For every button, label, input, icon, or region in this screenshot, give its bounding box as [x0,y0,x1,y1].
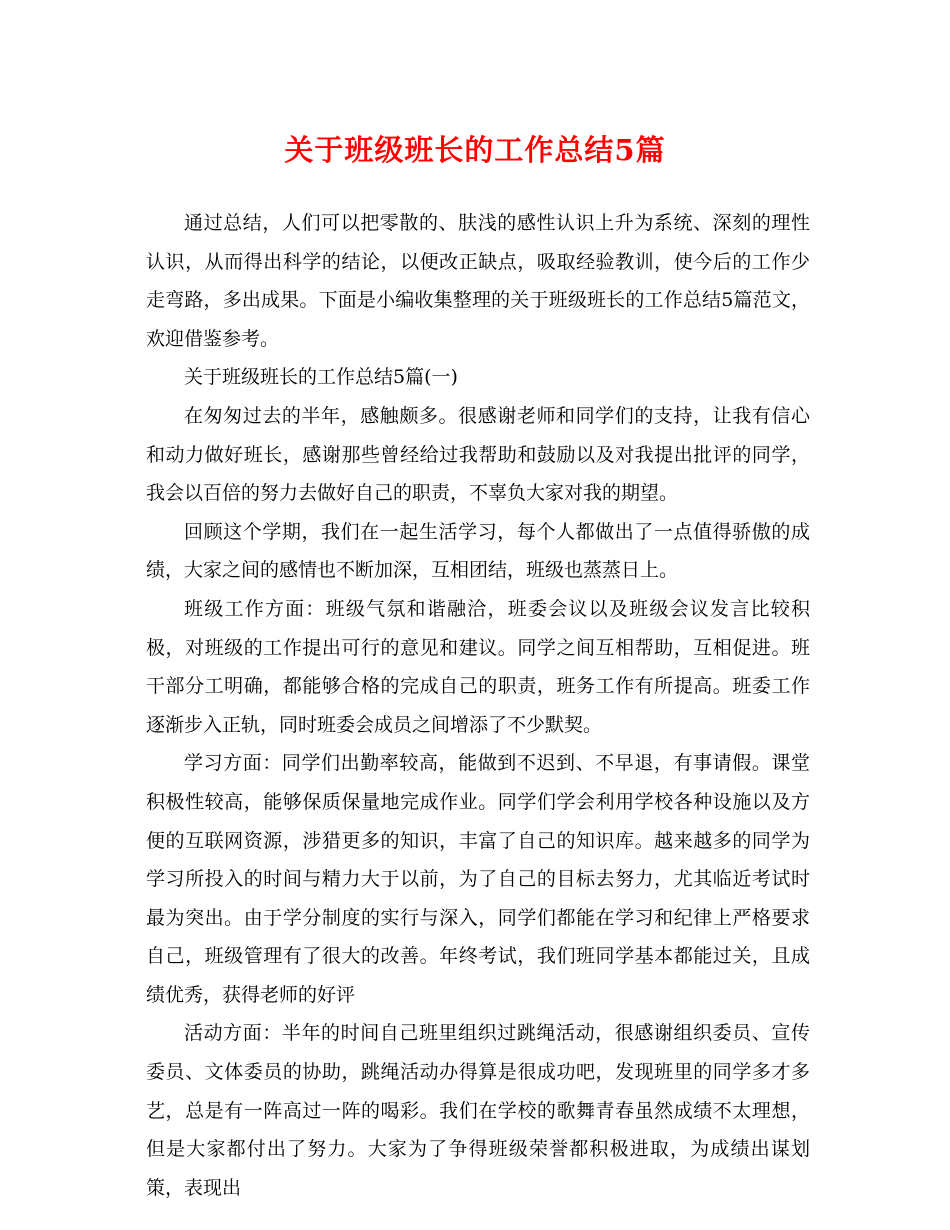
body-paragraph: 回顾这个学期，我们在一起生活学习，每个人都做出了一点值得骄傲的成绩，大家之间的感情也不断加深，互相团结，班级也蒸蒸日上。 [146,520,810,582]
body-paragraph: 学习方面：同学们出勤率较高，能做到不迟到、不早退，有事请假。课堂积极性较高，能够保质保量地完成作业。同学们学会利用学校各种设施以及方便的互联网资源，涉猎更多的知识，丰富了自己的知识库。越来越多的同学为学习所投入的时间与精力大于以前，为了自己的目标去努力，尤其临近考试时最为突出。由于学分制度的实行与深入，同学们都能在学习和纪律上严格要求自己，班级管理有了很大的改善。年终考试，我们班同学基本都能过关，且成绩优秀，获得老师的好评 [146,752,810,1006]
body-paragraph: 班级工作方面：班级气氛和谐融洽，班委会议以及班级会议发言比较积极，对班级的工作提出可行的意见和建议。同学之间互相帮助，互相促进。班干部分工明确，都能够合格的完成自己的职责，班务工作有所提高。班委工作逐渐步入正轨，同时班委会成员之间增添了不少默契。 [146,597,810,736]
body-paragraph: 在匆匆过去的半年，感触颇多。很感谢老师和同学们的支持，让我有信心和动力做好班长，感谢那些曾经给过我帮助和鼓励以及对我提出批评的同学，我会以百倍的努力去做好自己的职责，不辜负大家对我的期望。 [146,404,810,505]
document-title: 关于班级班长的工作总结5篇 [284,133,666,167]
document-body [146,204,810,1207]
intro-paragraph: 通过总结，人们可以把零散的、肤浅的感性认识上升为系统、深刻的理性认识，从而得出科学的结论，以便改正缺点，吸取经验教训，使今后的工作少走弯路，多出成果。下面是小编收集整理的关于班级班长的工作总结5篇范文，欢迎借鉴参考。 [146,212,810,350]
section-heading: 关于班级班长的工作总结5篇(一) [184,366,458,389]
body-paragraph: 活动方面：半年的时间自己班里组织过跳绳活动，很感谢组织委员、宣传委员、文体委员的协助，跳绳活动办得算是很成功吧，发现班里的同学多才多艺，总是有一阵高过一阵的喝彩。我们在学校的歌舞青春虽然成绩不太理想，但是大家都付出了努力。大家为了争得班级荣誉都积极进取，为成绩出谋划策，表现出 [146,1022,810,1199]
